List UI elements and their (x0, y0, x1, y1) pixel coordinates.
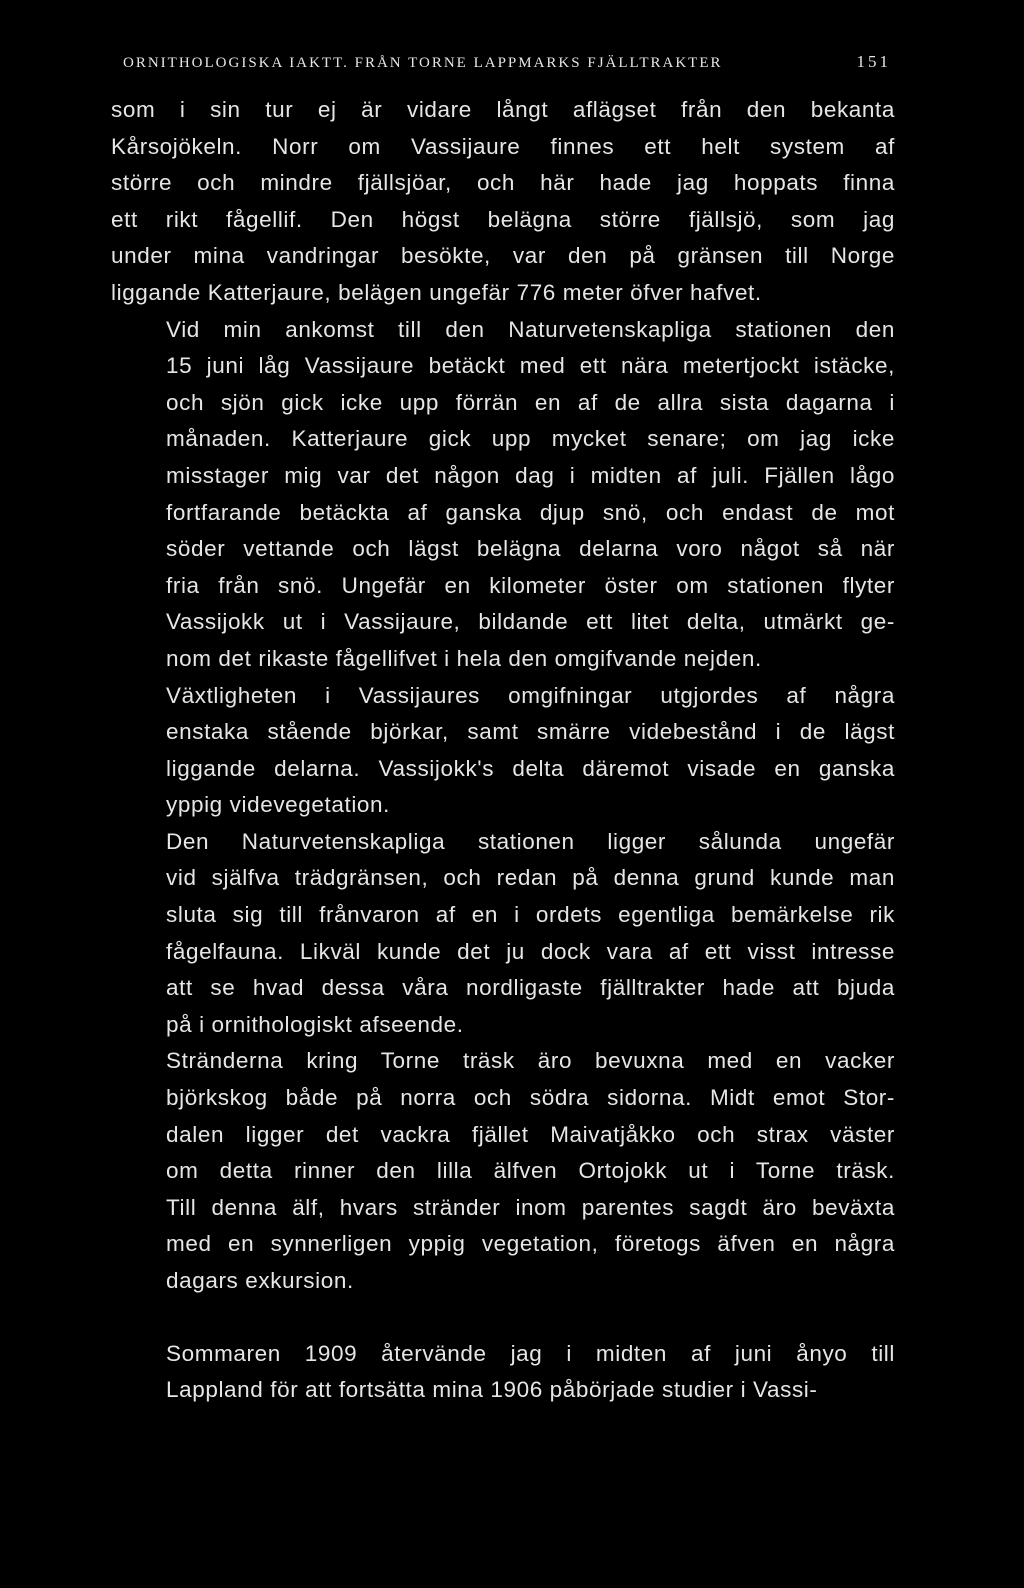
text-line: under mina vandringar besökte, var den på gränsen till Norge (111, 243, 895, 269)
text-line: sluta sig till frånvaron af en i ordets egentliga bemärkelse rik (166, 902, 895, 928)
text-line: att se hvad dessa våra nordligaste fjälltrakter hade att bjuda (166, 975, 895, 1001)
text-line: björkskog både på norra och södra sidorna. Midt emot Stor- (166, 1085, 895, 1111)
page-number: 151 (856, 52, 891, 71)
text-line: större och mindre fjällsjöar, och här hade jag hoppats finna (111, 170, 895, 196)
text-line: Vid min ankomst till den Naturvetenskapliga stationen den (166, 316, 895, 342)
running-head (123, 52, 891, 72)
text-line: med en synnerligen yppig vegetation, företogs äfven en några (166, 1231, 895, 1257)
text-line: misstager mig var det någon dag i midten af juli. Fjällen lågo (166, 462, 895, 488)
paragraph (111, 1043, 895, 1299)
text-line: som i sin tur ej är vidare långt aflägset från den bekanta (111, 97, 895, 122)
text-line: liggande delarna. Vassijokk's delta däremot visade en ganska (166, 755, 895, 781)
text-line: ett rikt fågellif. Den högst belägna större fjällsjö, som jag (111, 206, 895, 232)
text-line: 15 juni låg Vassijaure betäckt med ett nära metertjockt istäcke, (166, 353, 895, 379)
text-line: Växtligheten i Vassijaures omgifningar utgjordes af några (166, 682, 895, 708)
paragraph (111, 92, 895, 312)
text-line: Vassijokk ut i Vassijaure, bildande ett litet delta, utmärkt ge- (166, 609, 895, 635)
text-line: dagars exkursion. (166, 1268, 354, 1293)
text-line: liggande Katterjaure, belägen ungefär 776 meter öfver hafvet. (111, 279, 762, 305)
text-line: Stränderna kring Torne träsk äro bevuxna med en vacker (166, 1048, 895, 1074)
text-line: månaden. Katterjaure gick upp mycket senare; om jag icke (166, 426, 895, 452)
text-line: och sjön gick icke upp förrän en af de allra sista dagarna i (166, 389, 895, 415)
text-line: Kårsojökeln. Norr om Vassijaure finnes ett helt system af (111, 133, 895, 159)
text-line: vid själfva trädgränsen, och redan på denna grund kunde man (166, 865, 895, 891)
body-text (111, 92, 895, 1409)
text-line: Till denna älf, hvars stränder inom parentes sagdt äro beväxta (166, 1194, 895, 1220)
text-line: fria från snö. Ungefär en kilometer öster om stationen flyter (166, 572, 895, 598)
text-line: fågelfauna. Likväl kunde det ju dock vara af ett visst intresse (166, 938, 895, 964)
paragraph (111, 312, 895, 678)
paragraph (111, 1336, 895, 1409)
paragraph (111, 824, 895, 1044)
text-line: om detta rinner den lilla älfven Ortojokk ut i Torne träsk. (166, 1158, 895, 1184)
text-line: på i ornithologiskt afseende. (166, 1011, 464, 1037)
running-title: ORNITHOLOGISKA IAKTT. FRÅN TORNE LAPPMARKS FJÄLLTRAKTER (123, 55, 723, 71)
text-line: yppig videvegetation. (166, 792, 390, 818)
paragraph (111, 678, 895, 824)
text-line: nom det rikaste fågellifvet i hela den omgifvande nejden. (166, 645, 762, 671)
text-line: Den Naturvetenskapliga stationen ligger sålunda ungefär (166, 828, 895, 854)
text-line: enstaka stående björkar, samt smärre videbestånd i de lägst (166, 719, 895, 745)
text-line: Lappland för att fortsätta mina 1906 påbörjade studier i Vassi- (166, 1377, 818, 1403)
text-line: Sommaren 1909 återvände jag i midten af juni ånyo till (166, 1340, 895, 1366)
text-line: söder vettande och lägst belägna delarna voro något så när (166, 536, 895, 562)
text-line: fortfarande betäckta af ganska djup snö, och endast de mot (166, 499, 895, 525)
text-line: dalen ligger det vackra fjället Maivatjåkko och strax väster (166, 1121, 895, 1147)
